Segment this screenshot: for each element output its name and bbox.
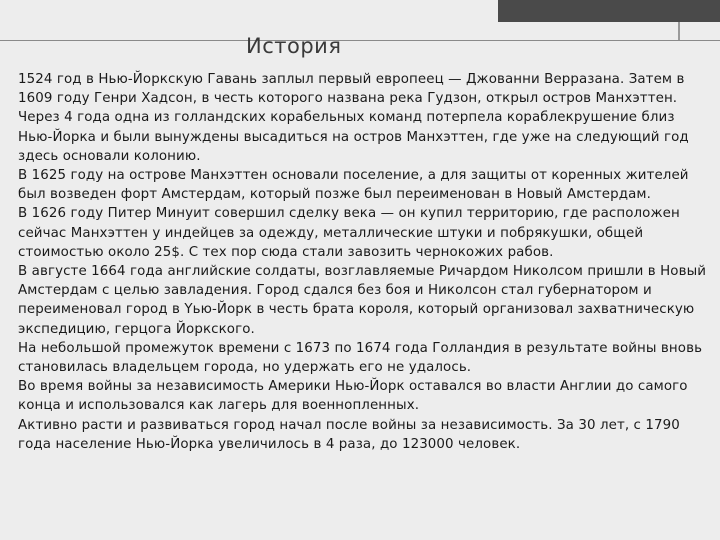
top-accent-bar: [498, 0, 720, 22]
paragraph-6: Во время войны за независимость Америки Нью-Йорк оставался во власти Англии до самого конца и использовался как лагерь для военнопленных.: [18, 379, 688, 414]
header-divider: [0, 40, 720, 41]
paragraph-2: В 1625 году на острове Манхэттен основали поселение, а для защиты от коренных жителей был возведен форт Амстердам, который позже был переименован в Новый Амстердам.: [18, 168, 689, 203]
paragraph-1: 1524 год в Нью-Йоркскую Гавань заплыл первый европеец — Джованни Верразана. Затем в 1609 году Генри Хадсон, в честь которого названа река Гудзон, открыл остров Манхэттен. Через 4 года одна из голландских корабельных команд потерпела кораблекрушение близ Нью-Йорка и были вынуждены высадиться на остров Манхэттен, где уже на следующий год здесь основали колонию.: [18, 72, 689, 164]
slide-body: [18, 70, 708, 454]
paragraph-7: Активно расти и развиваться город начал после войны за независимость. За 30 лет, с 1790 года население Нью-Йорка увеличилось в 4 раза, до 123000 человек.: [18, 417, 680, 452]
paragraph-3: В 1626 году Питер Минуит совершил сделку века — он купил территорию, где расположен сейчас Манхэттен у индейцев за одежду, металлические штуки и побрякушки, общей стоимостью около 25$. С тех пор сюда стали завозить чернокожих рабов.: [18, 206, 680, 260]
slide-title: История: [246, 34, 342, 58]
corner-accent-line: [678, 22, 680, 40]
paragraph-4: В августе 1664 года английские солдаты, возглавляемые Ричардом Николсом пришли в Новый Амстердам с целью завладения. Город сдался без боя и Николсон стал губернатором и переименовал город в Yью-Йорк в честь брата короля, который организовал захватническую экспедицию, герцога Йоркского.: [18, 264, 707, 337]
paragraph-5: На небольшой промежуток времени с 1673 по 1674 года Голландия в результате войны вновь становилась владельцем города, но удержать его не удалось.: [18, 340, 703, 376]
